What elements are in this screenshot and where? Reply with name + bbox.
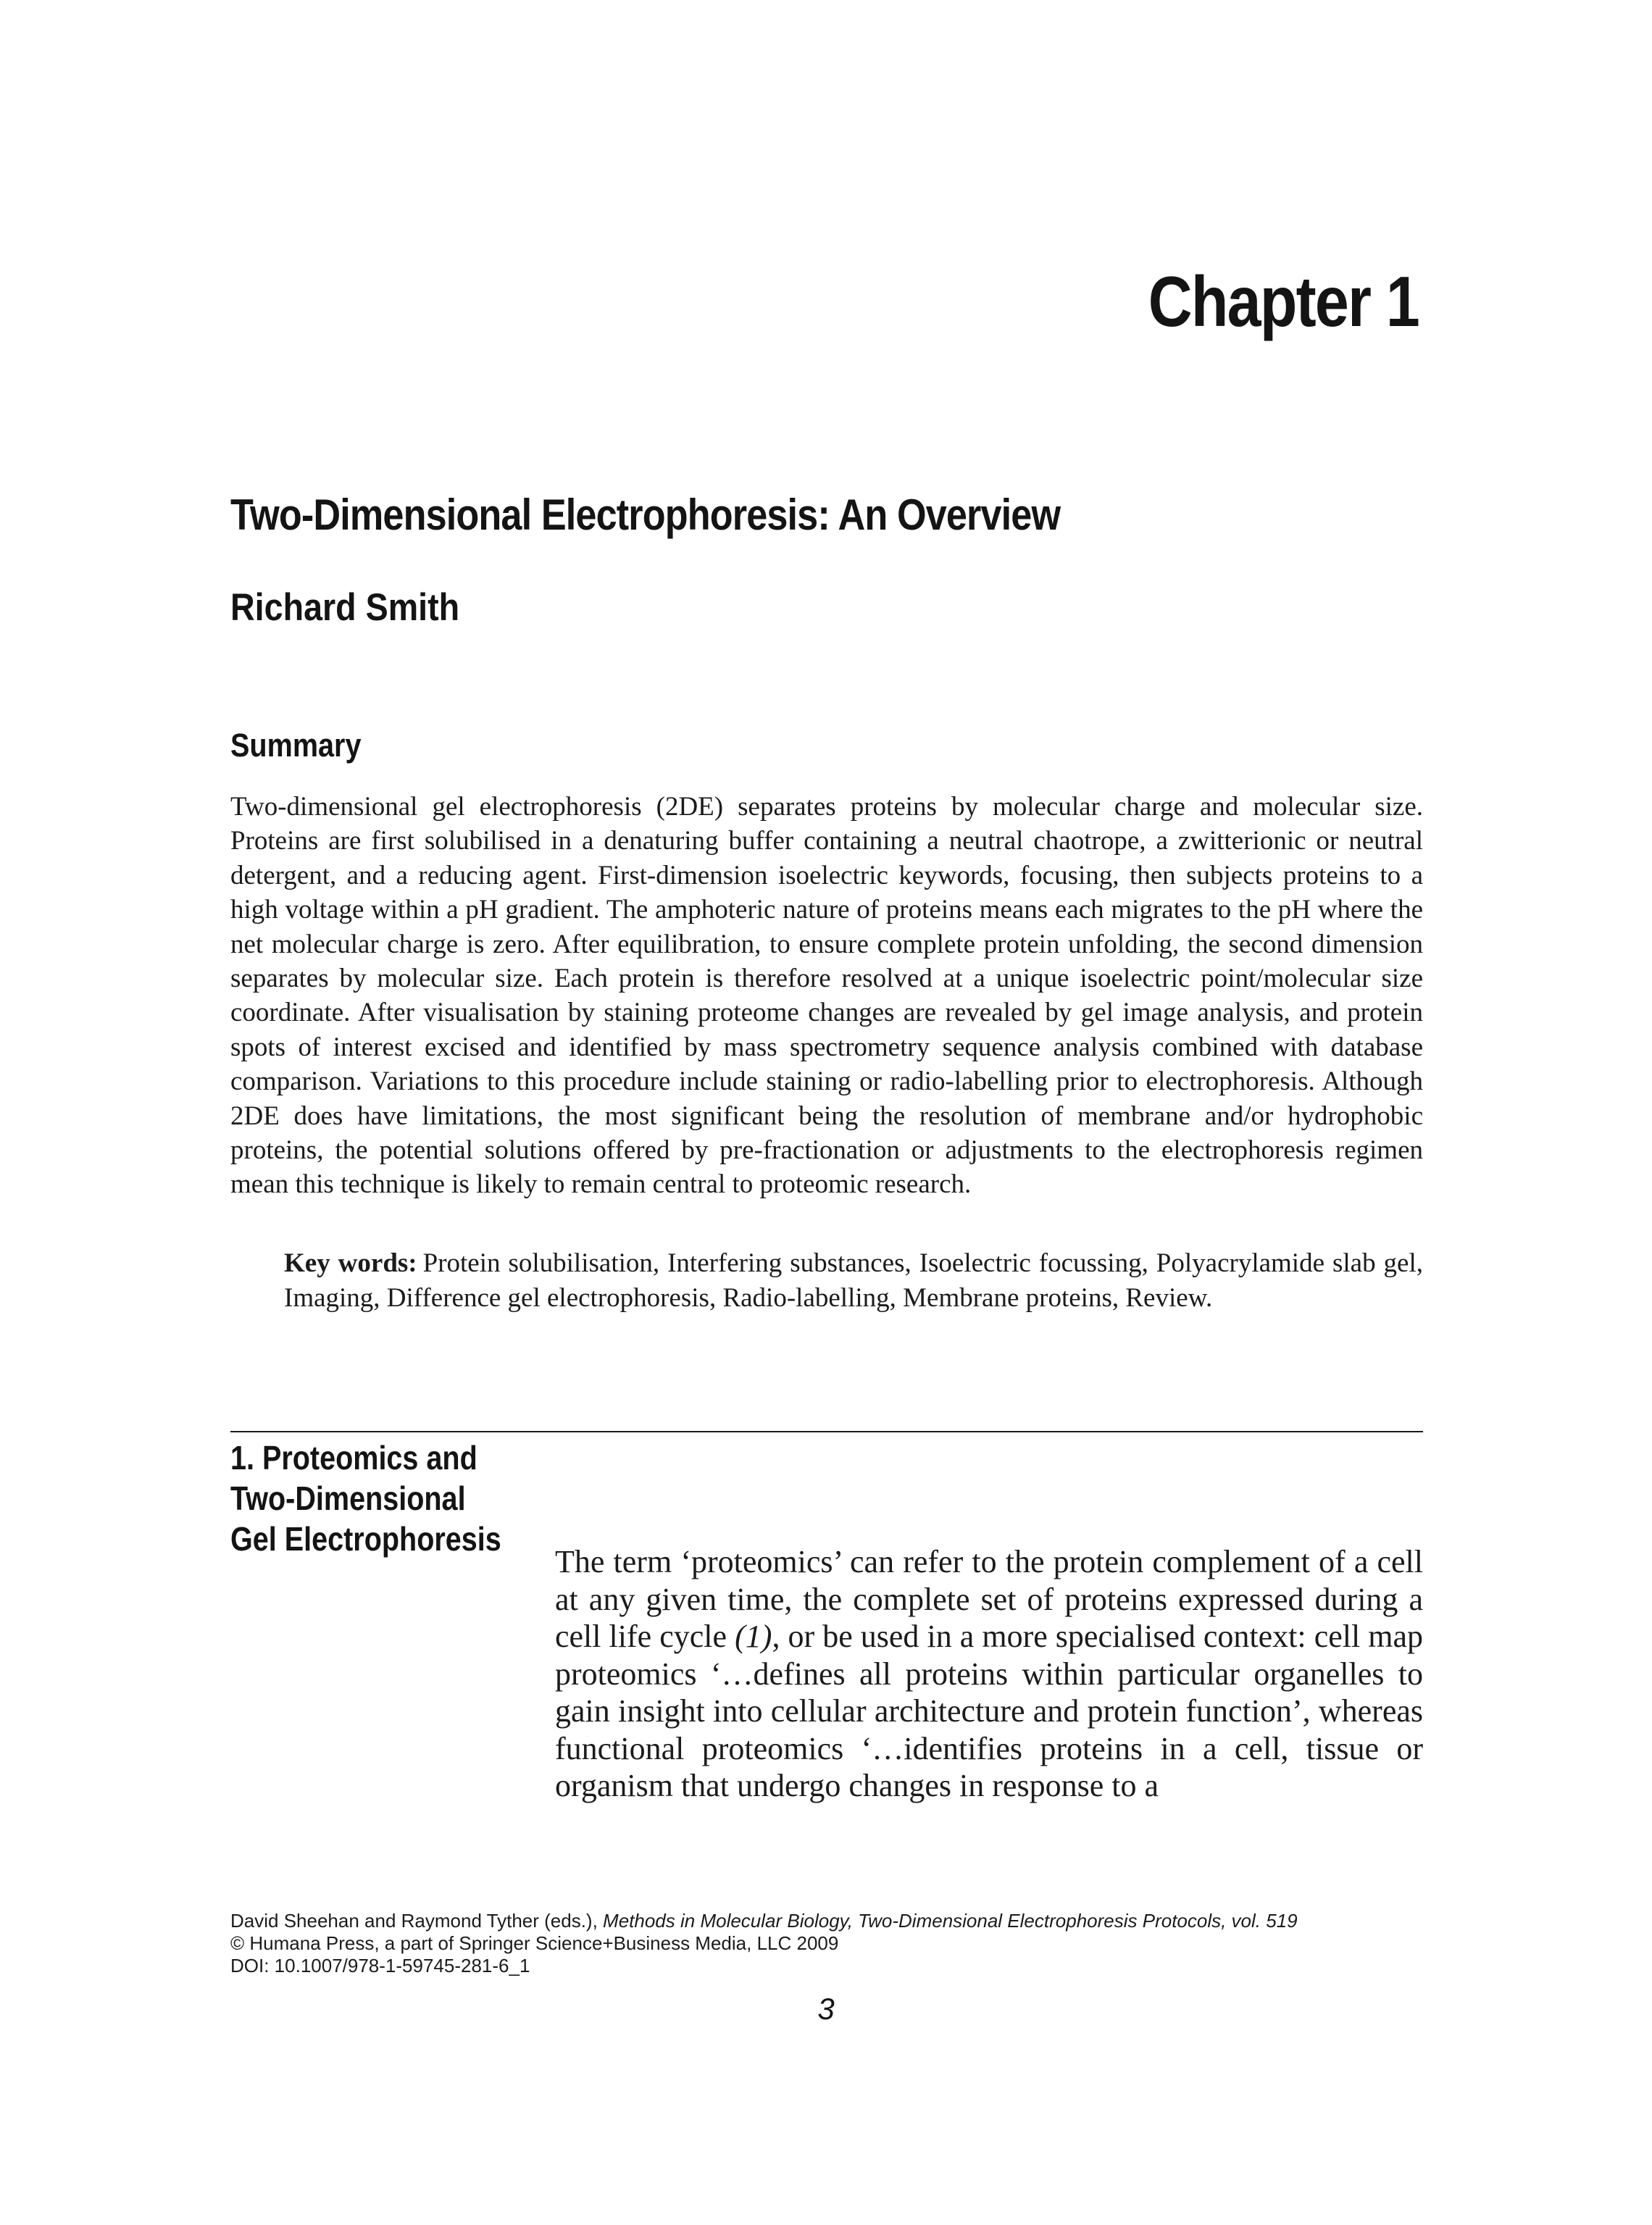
keywords-block bbox=[284, 1246, 1423, 1316]
footnote bbox=[230, 1910, 1462, 1977]
footnote-citation bbox=[230, 1910, 1462, 1932]
section-heading-line: Two-Dimensional bbox=[230, 1479, 466, 1517]
footnote-copyright: © Humana Press, a part of Springer Science+Business Media, LLC 2009 bbox=[230, 1932, 839, 1954]
footnote-doi: DOI: 10.1007/978-1-59745-281-6_1 bbox=[230, 1955, 530, 1976]
section-heading bbox=[230, 1437, 604, 1559]
summary-text: Two-dimensional gel electrophoresis (2DE) separates proteins by molecular charge and molecular size. Proteins are first solubilised in a denaturing buffer containing a neutral chaotrope, a zwitterionic or neutral detergent, and a reducing agent. First-dimension isoelectric keywords, focusing, then subjects proteins to a high voltage within a pH gradient. The amphoteric nature of proteins means each migrates to the pH where the net molecular charge is zero. After equilibration, to ensure complete protein unfolding, the second dimension separates by molecular size. Each protein is therefore resolved at a unique isoelectric point/molecular size coordinate. After visualisation by staining proteome changes are revealed by gel image analysis, and protein spots of interest excised and identified by mass spectrometry sequence analysis combined with database comparison. Variations to this procedure include staining or radio-labelling prior to electrophoresis. Although 2DE does have limitations, the most significant being the resolution of membrane and/or hydrophobic proteins, the potential solutions offered by pre-fractionation or adjustments to the electrophoresis regimen mean this technique is likely to remain central to proteomic research. bbox=[230, 792, 1423, 1200]
author-name: Richard Smith bbox=[230, 586, 460, 629]
footnote-book-title: Methods in Molecular Biology, Two-Dimensional Electrophoresis Protocols, vol. 519 bbox=[603, 1910, 1298, 1932]
summary-heading: Summary bbox=[230, 727, 362, 764]
page-number: 3 bbox=[817, 1992, 835, 2026]
section-body-text: The term ‘proteomics’ can refer to the protein complement of a cell at any given time, the complete set of proteins expressed during a cell life cycle (1), or be used in a more specialised context: cell map proteomics ‘…defines all proteins within particular organelles to gain insight into cellular architecture and protein function’, whereas functional proteomics ‘…identifies proteins in a cell, tissue or organism that undergo changes in response to a bbox=[555, 1544, 1424, 1803]
chapter-title: Two-Dimensional Electrophoresis: An Overview bbox=[230, 490, 1061, 539]
section-heading-line: Gel Electrophoresis bbox=[230, 1520, 501, 1558]
citation-ref: (1) bbox=[735, 1619, 772, 1654]
section-divider bbox=[230, 1431, 1423, 1432]
section-heading-line: 1. Proteomics and bbox=[230, 1439, 477, 1477]
keywords-label: Key words: bbox=[284, 1248, 417, 1278]
chapter-label: Chapter 1 bbox=[1148, 262, 1419, 341]
footnote-editors: David Sheehan and Raymond Tyther (eds.), bbox=[230, 1910, 598, 1932]
keywords-list: Protein solubilisation, Interfering substances, Isoelectric focussing, Polyacrylamide slab gel, Imaging, Difference gel electrophoresis, Radio-labelling, Membrane proteins, Review. bbox=[284, 1248, 1423, 1313]
